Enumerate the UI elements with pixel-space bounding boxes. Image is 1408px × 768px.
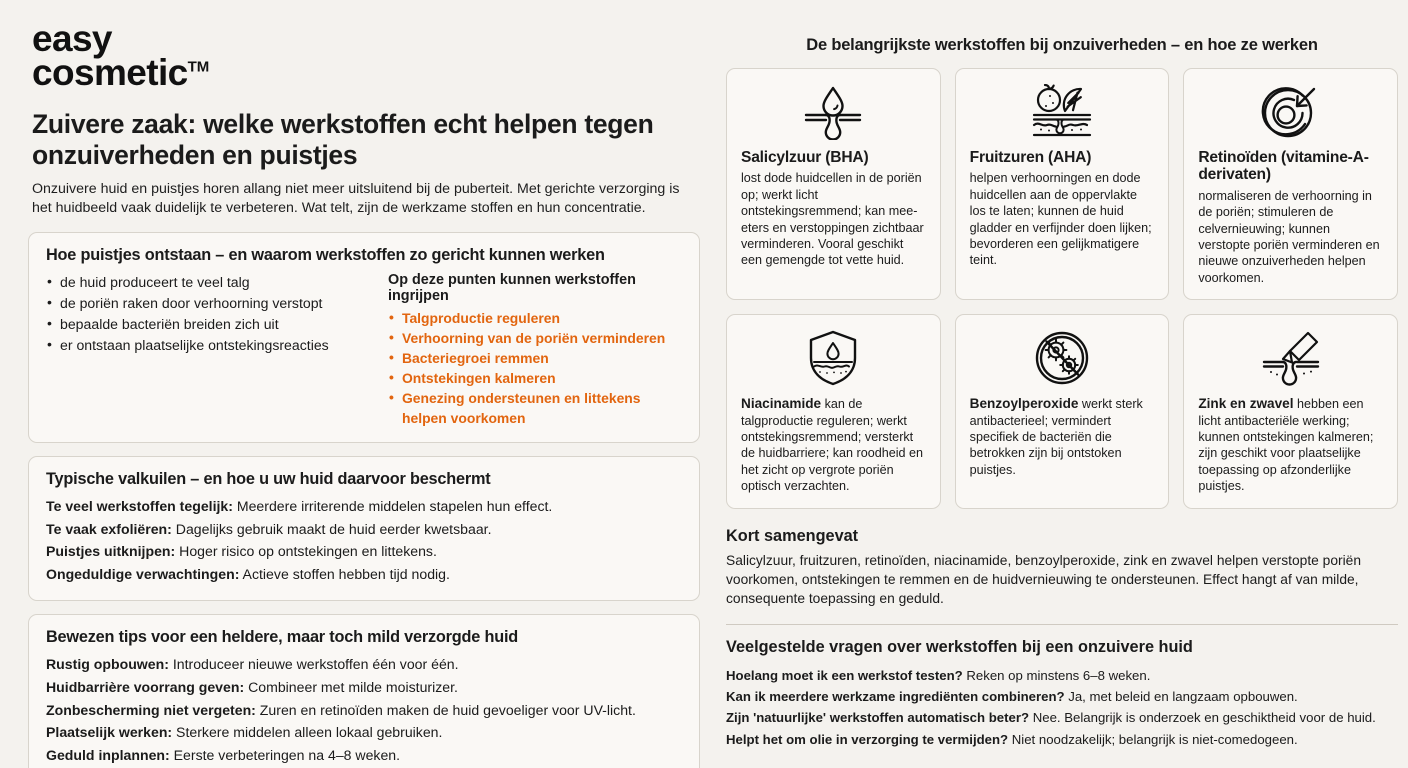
list-item — [46, 654, 682, 676]
list-item: • de poriën raken door verhoorning verstopt — [46, 293, 374, 314]
faq-answer: Ja, met beleid en langzaam opbouwen. — [1064, 689, 1298, 704]
faq-answer: Niet noodzakelijk; belangrijk is niet-comedogeen. — [1008, 731, 1298, 747]
list-item — [46, 700, 682, 722]
list-item: • bepaalde bacteriën breiden zich uit — [46, 314, 374, 335]
pitfall-desc: Dagelijks gebruik maakt de huid eerder kwetsbaar. — [171, 520, 492, 537]
pitfall-desc: Actieve stoffen hebben tijd nodig. — [239, 565, 450, 582]
pitfall-term: Ongeduldige verwachtingen: — [46, 565, 240, 582]
summary-text: Salicylzuur, fruitzuren, retinoïden, niacinamide, benzoylperoxide, zink en zwavel helpen verstopte poriën voorkomen, ontstekingen te remmen en de huidvernieuwing te ondersteunen. Effect hangt af van milde, consequente toepassing en geduld. — [726, 552, 1362, 606]
causes-column — [46, 272, 374, 428]
ingredient-name: Fruitzuren (AHA) — [969, 149, 1092, 166]
ingredient-description — [1198, 395, 1383, 494]
summary-section — [726, 527, 1398, 608]
pitfall-term: Puistjes uitknijpen: — [46, 543, 176, 560]
tip-term: Huidbarrière voorrang geven: — [46, 678, 245, 695]
ingredient-description — [970, 395, 1155, 478]
tip-desc: Introduceer nieuwe werkstoffen één voor één. — [168, 656, 459, 673]
list-item: • Verhoorning van de poriën verminderen — [388, 328, 682, 348]
card-proven-tips-title: Bewezen tips voor een heldere, maar toch mild verzorgde huid — [46, 628, 519, 647]
ingredient-body-text: werkt sterk antibacterieel; vermindert specifiek de bacteriën die betrokken zijn bij ontstoken puistjes. — [969, 397, 1143, 477]
ingredient-card-niacinamide — [726, 314, 941, 508]
pitfall-desc: Hoger risico op ontstekingen en littekens. — [175, 543, 437, 560]
tips-list — [46, 654, 682, 766]
list-item: • de huid produceert te veel talg — [46, 272, 374, 293]
ingredient-name: Benzoylperoxide — [969, 396, 1079, 412]
droplet-pore-icon — [741, 81, 926, 143]
ingredient-grid-row-2 — [726, 314, 1398, 508]
targets-list — [388, 308, 682, 428]
list-item: • Bacteriegroei remmen — [388, 348, 682, 368]
faq-question: Zijn 'natuurlijke' werkstoffen automatisch beter? — [726, 710, 1030, 726]
ingredient-grid-row-1 — [726, 68, 1398, 300]
page-title: Zuivere zaak: welke werkstoffen echt helpen tegen onzuiverheden en puistjes — [32, 108, 654, 170]
list-item — [726, 707, 1398, 728]
ingredient-card-fruit-acids — [955, 68, 1170, 300]
tip-term: Zonbescherming niet vergeten: — [46, 701, 256, 718]
faq-question: Kan ik meerdere werkzame ingrediënten combineren? — [726, 689, 1065, 704]
tip-desc: Sterkere middelen alleen lokaal gebruiken. — [172, 724, 443, 741]
list-item — [46, 745, 682, 767]
list-item — [726, 729, 1398, 750]
tip-term: Plaatselijk werken: — [46, 724, 173, 741]
citrus-fruit-acid-icon — [970, 81, 1155, 143]
ingredient-name: Retinoïden (vitamine-A-derivaten) — [1198, 149, 1369, 184]
ingredient-card-zinc-sulfur — [1183, 314, 1398, 508]
card-how-pimples-form-title: Hoe puistjes ontstaan – en waarom werkstoffen zo gericht kunnen werken — [46, 246, 605, 265]
list-item: • er ontstaan plaatselijke ontstekingsreacties — [46, 335, 374, 356]
list-item — [726, 665, 1398, 686]
intro-paragraph: Onzuivere huid en puistjes horen allang niet meer uitsluitend bij de puberteit. Met gerichte verzorging is het huidbeeld vaak duidelijk te verbeteren. Wat telt, zijn de werkzame stoffen en hun concentratie. — [32, 181, 680, 217]
left-column — [28, 18, 700, 763]
card-proven-tips — [28, 614, 700, 768]
list-item: • Talgproductie reguleren — [388, 308, 682, 328]
tip-desc: Eerste verbeteringen na 4–8 weken. — [169, 746, 401, 763]
list-item: • Ontstekingen kalmeren — [388, 368, 682, 388]
list-item: • Genezing ondersteunen en littekens helpen voorkomen — [388, 388, 682, 428]
list-item — [46, 541, 682, 563]
ingredient-description: helpen verhoorningen en dode huidcellen aan de oppervlakte los te laten; kunnen de huid gladder en verfijnder doen lijken; bevorderen een gelijkmatigere teint. — [969, 171, 1152, 268]
brand-line-1: easy — [32, 18, 112, 59]
summary-title: Kort samengevat — [726, 526, 859, 545]
ingredient-body-text: kan de talgproductie reguleren; werkt ontstekingsremmend; versterkt de huidbarriere; kan roodheid en het zicht op vergrote poriën optisch verzachten. — [741, 397, 924, 494]
targets-heading: Op deze punten kunnen werkstoffen ingrijpen — [388, 272, 636, 305]
list-item — [46, 722, 682, 744]
card-how-pimples-form — [28, 232, 700, 443]
shield-barrier-icon — [741, 327, 926, 389]
faq-section — [726, 638, 1398, 751]
faq-answer: Nee. Belangrijk is onderzoek en geschiktheid voor de huid. — [1029, 710, 1376, 726]
faq-title: Veelgestelde vragen over werkstoffen bij een onzuivere huid — [726, 637, 1193, 656]
tip-term: Rustig opbouwen: — [46, 656, 169, 673]
causes-list — [46, 272, 374, 357]
brand-logo — [32, 18, 700, 94]
ingredient-body-text: hebben een licht antibacteriële werking; kunnen ontstekingen kalmeren; zijn geschikt voor plaatselijke toepassing op afzonderlijke puistjes. — [1198, 397, 1374, 494]
target-renewal-icon — [1198, 81, 1383, 143]
ingredient-description — [741, 395, 926, 494]
targets-column — [388, 272, 682, 428]
faq-answer: Reken op minstens 6–8 weken. — [962, 667, 1151, 683]
ingredient-card-retinoids — [1183, 68, 1398, 300]
section-divider — [726, 624, 1398, 625]
faq-question: Hoelang moet ik een werkstof testen? — [726, 667, 963, 683]
tip-desc: Combineer met milde moisturizer. — [244, 678, 458, 695]
pitfall-term: Te vaak exfoliëren: — [46, 520, 172, 537]
pitfall-desc: Meerdere irriterende middelen stapelen hun effect. — [232, 498, 553, 515]
brand-line-2 — [32, 52, 700, 94]
tip-desc: Zuren en retinoïden maken de huid gevoeliger voor UV-licht. — [255, 701, 636, 718]
ingredient-name: Zink en zwavel — [1198, 396, 1294, 412]
card-typical-pitfalls — [28, 456, 700, 601]
right-column — [726, 22, 1398, 754]
ingredient-name: Salicylzuur (BHA) — [741, 149, 869, 166]
pitfalls-list — [46, 496, 682, 585]
faq-question: Helpt het om olie in verzorging te vermijden? — [726, 731, 1009, 747]
list-item — [46, 496, 682, 518]
trademark-symbol: TM — [187, 59, 210, 77]
ingredient-card-salicylic-acid — [726, 68, 941, 300]
spot-applicator-icon — [1198, 327, 1383, 389]
ingredient-description: normaliseren de verhoorning in de poriën; stimuleren de celvernieuwing; kunnen verstopte poriën verminderen en nieuwe onzuiverheden helpen voorkomen. — [1198, 188, 1380, 285]
list-item — [46, 519, 682, 541]
tip-term: Geduld inplannen: — [46, 746, 170, 763]
ingredient-description: lost dode huidcellen in de poriën op; werkt licht ontstekingsremmend; kan mee-eters en verstoppingen zichtbaar verminderen. Vooral geschikt een gemengde tot vette huid. — [741, 171, 924, 268]
causes-two-column — [46, 272, 682, 428]
ingredient-card-benzoyl-peroxide — [955, 314, 1170, 508]
card-typical-pitfalls-title: Typische valkuilen – en hoe u uw huid daarvoor beschermt — [46, 470, 491, 489]
pitfall-term: Te veel werkstoffen tegelijk: — [46, 498, 233, 515]
brand-line-2-text: cosmetic — [32, 52, 188, 94]
list-item — [726, 686, 1398, 707]
ingredient-name: Niacinamide — [741, 396, 822, 412]
ingredients-section-title: De belangrijkste werkstoffen bij onzuiverheden – en hoe ze werken — [806, 36, 1318, 54]
list-item — [46, 677, 682, 699]
list-item — [46, 564, 682, 586]
no-bacteria-icon — [970, 327, 1155, 389]
